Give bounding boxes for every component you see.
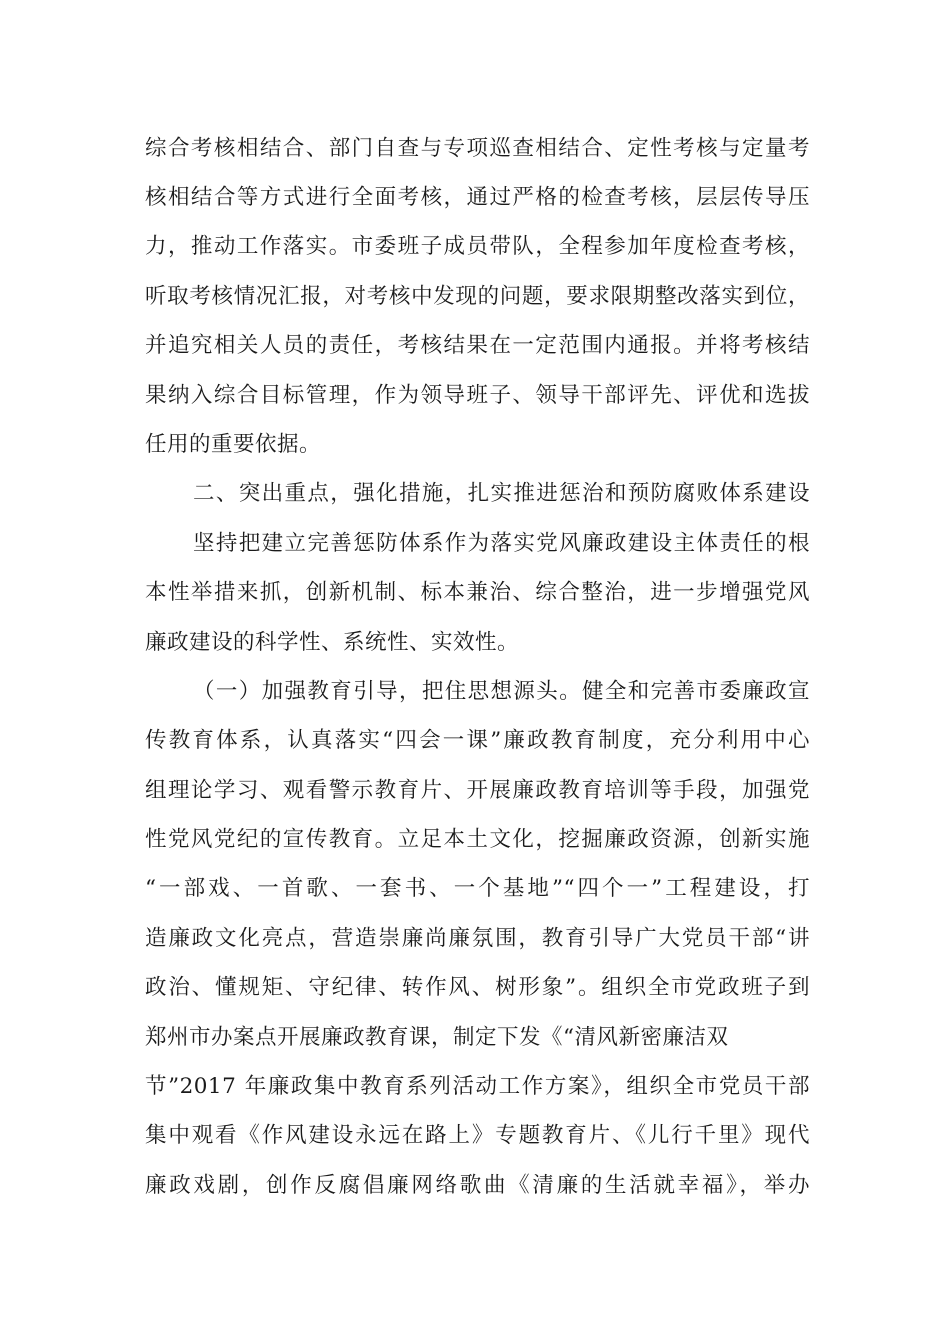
section-heading: 二、突出重点，强化措施，扎实推进惩治和预防腐败体系建设 xyxy=(193,481,810,506)
body-text-line: 并追究相关人员的责任，考核结果在一定范围内通报。并将考核结 xyxy=(145,333,810,358)
body-text-line: 集中观看《作风建设永远在路上》专题教育片、《儿行千里》现代 xyxy=(145,1123,810,1148)
body-text-line: 任用的重要依据。 xyxy=(145,432,322,457)
body-text-line: 造廉政文化亮点，营造崇廉尚廉氛围，教育引导广大党员干部“讲 xyxy=(145,926,810,951)
body-text-line: “一部戏、一首歌、一套书、一个基地”“四个一”工程建设，打 xyxy=(145,876,810,901)
body-text-line: 传教育体系，认真落实“四会一课”廉政教育制度，充分利用中心 xyxy=(145,728,810,753)
body-text-line: 果纳入综合目标管理，作为领导班子、领导干部评先、评优和选拔 xyxy=(145,383,810,408)
body-text-line: 组理论学习、观看警示教育片、开展廉政教育培训等手段，加强党 xyxy=(145,778,810,803)
body-text-line: 本性举措来抓，创新机制、标本兼治、综合整治，进一步增强党风 xyxy=(145,580,810,605)
body-text-line: 廉政戏剧，创作反腐倡廉网络歌曲《清廉的生活就幸福》，举办 xyxy=(145,1173,810,1198)
body-text-line: 坚持把建立完善惩防体系作为落实党风廉政建设主体责任的根 xyxy=(193,531,810,556)
subsection-heading-line: （一）加强教育引导，把住思想源头。健全和完善市委廉政宣 xyxy=(193,679,810,704)
body-text-line: 听取考核情况汇报，对考核中发现的问题，要求限期整改落实到位， xyxy=(145,284,810,309)
body-text-line: 综合考核相结合、部门自查与专项巡查相结合、定性考核与定量考 xyxy=(145,136,810,161)
body-text-line: 郑州市办案点开展廉政教育课，制定下发《“清风新密廉洁双 xyxy=(145,1025,729,1050)
body-text-line: 政治、懂规矩、守纪律、转作风、树形象”。组织全市党政班子到 xyxy=(145,975,810,1000)
body-text-line: 廉政建设的科学性、系统性、实效性。 xyxy=(145,630,520,655)
body-text-line: 节”2017 年廉政集中教育系列活动工作方案》，组织全市党员干部 xyxy=(145,1074,810,1099)
body-text-line: 力，推动工作落实。市委班子成员带队，全程参加年度检查考核， xyxy=(145,234,810,259)
body-text-line: 核相结合等方式进行全面考核，通过严格的检查考核，层层传导压 xyxy=(145,185,810,210)
body-text-line: 性党风党纪的宣传教育。立足本土文化，挖掘廉政资源，创新实施 xyxy=(145,827,810,852)
